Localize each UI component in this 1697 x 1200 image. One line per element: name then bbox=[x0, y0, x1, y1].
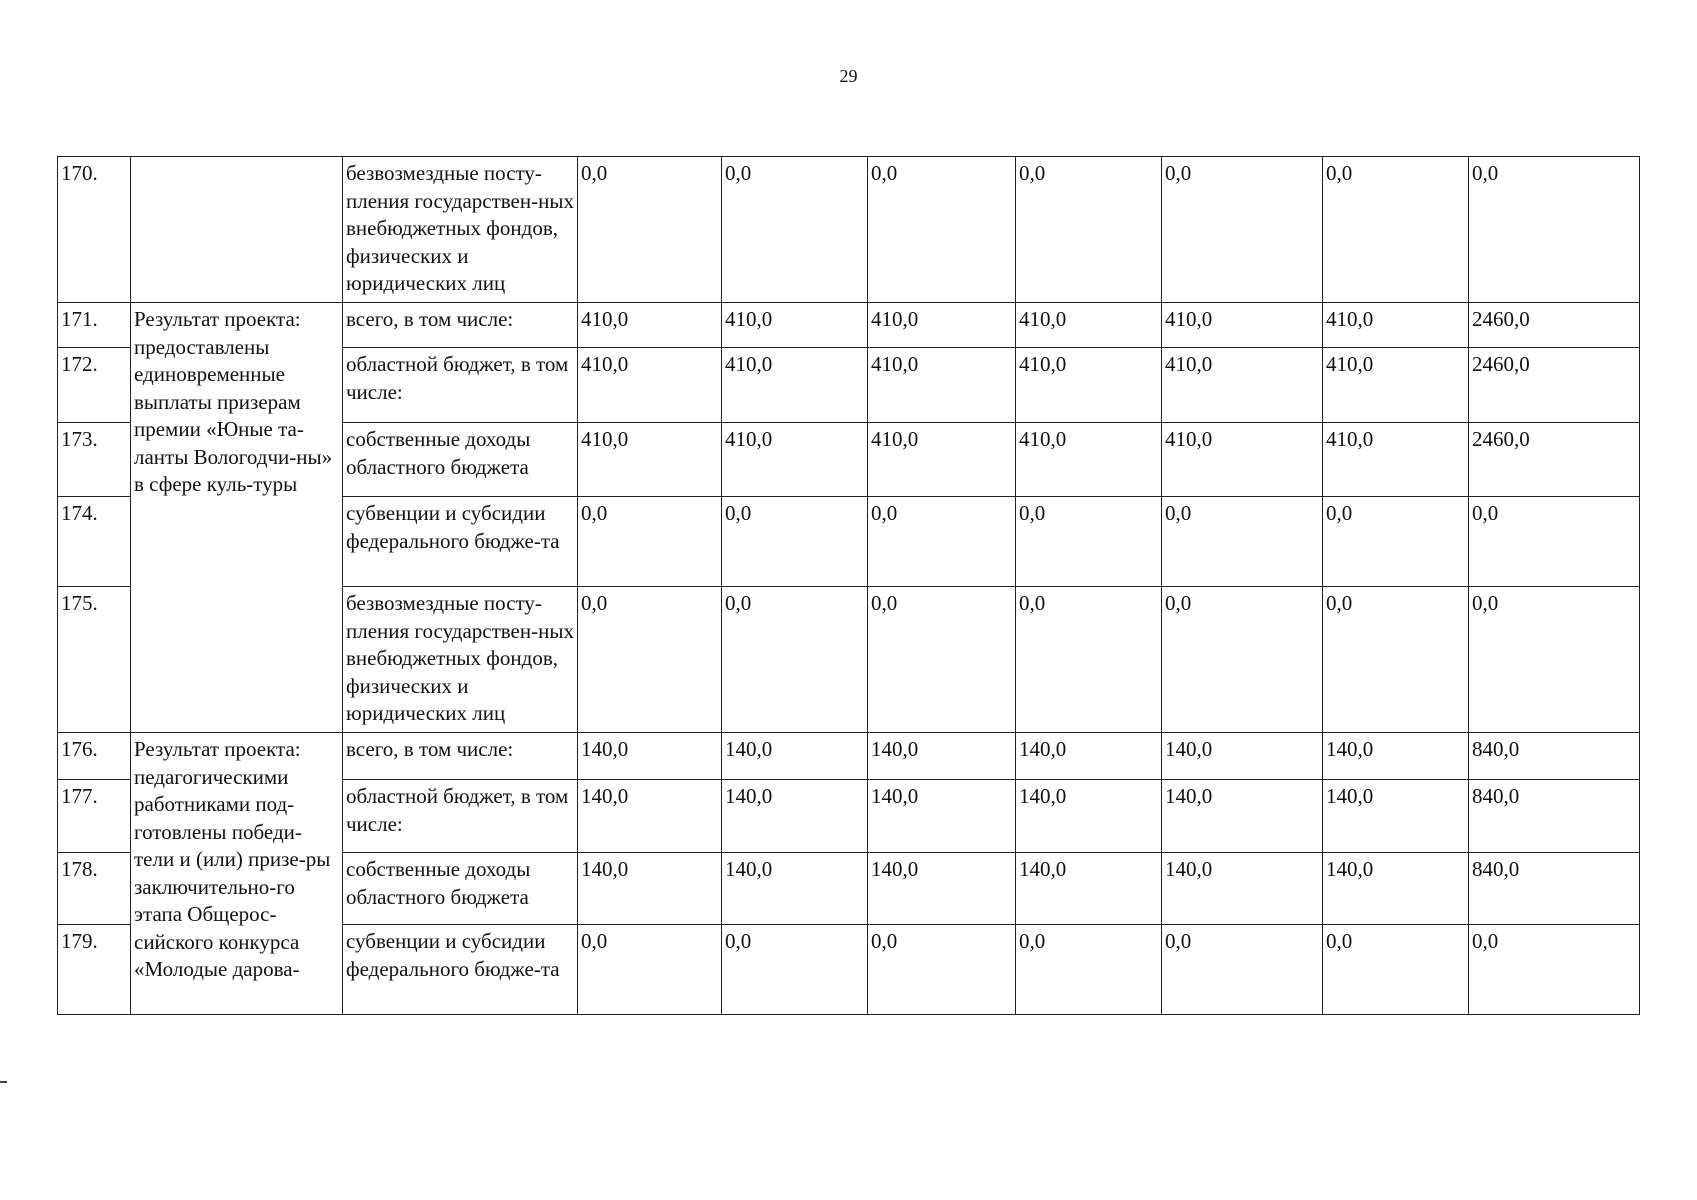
value-cell: 0,0 bbox=[1323, 497, 1469, 587]
value-cell: 0,0 bbox=[1162, 157, 1323, 303]
value-cell: 410,0 bbox=[868, 303, 1016, 348]
budget-table bbox=[57, 156, 1640, 1015]
value-cell: 0,0 bbox=[868, 157, 1016, 303]
total-cell: 840,0 bbox=[1469, 853, 1640, 925]
value-cell: 0,0 bbox=[722, 925, 868, 1015]
value-cell: 0,0 bbox=[722, 157, 868, 303]
value-cell: 0,0 bbox=[1016, 497, 1162, 587]
scan-edge-mark bbox=[0, 1081, 7, 1083]
value-cell: 410,0 bbox=[722, 303, 868, 348]
value-cell: 140,0 bbox=[722, 733, 868, 780]
table-row bbox=[58, 157, 1640, 303]
value-cell: 0,0 bbox=[578, 925, 722, 1015]
value-cell: 140,0 bbox=[868, 733, 1016, 780]
row-number: 176. bbox=[58, 733, 131, 780]
total-cell: 2460,0 bbox=[1469, 423, 1640, 497]
value-cell: 140,0 bbox=[722, 853, 868, 925]
total-cell: 840,0 bbox=[1469, 780, 1640, 853]
value-cell: 0,0 bbox=[1162, 925, 1323, 1015]
funding-source: безвозмездные посту-пления государствен-ных внебюджетных фондов, физических и юридических лиц bbox=[343, 587, 578, 733]
value-cell: 0,0 bbox=[1323, 157, 1469, 303]
value-cell: 140,0 bbox=[868, 780, 1016, 853]
value-cell: 410,0 bbox=[1323, 348, 1469, 423]
value-cell: 410,0 bbox=[578, 348, 722, 423]
value-cell: 0,0 bbox=[578, 587, 722, 733]
value-cell: 410,0 bbox=[1016, 348, 1162, 423]
value-cell: 410,0 bbox=[1016, 303, 1162, 348]
value-cell: 0,0 bbox=[1323, 587, 1469, 733]
project-result-cell: Результат проекта: предоставлены единовременные выплаты призерам премии «Юные та-ланты Вологодчи-ны» в сфере куль-туры bbox=[131, 303, 343, 733]
funding-source: собственные доходы областного бюджета bbox=[343, 853, 578, 925]
page-number: 29 bbox=[839, 66, 858, 86]
funding-source: всего, в том числе: bbox=[343, 303, 578, 348]
value-cell: 0,0 bbox=[1016, 587, 1162, 733]
total-cell: 2460,0 bbox=[1469, 303, 1640, 348]
value-cell: 0,0 bbox=[578, 157, 722, 303]
value-cell: 140,0 bbox=[1162, 733, 1323, 780]
value-cell: 140,0 bbox=[578, 853, 722, 925]
value-cell: 140,0 bbox=[722, 780, 868, 853]
value-cell: 410,0 bbox=[868, 423, 1016, 497]
value-cell: 0,0 bbox=[868, 587, 1016, 733]
value-cell: 0,0 bbox=[722, 587, 868, 733]
value-cell: 410,0 bbox=[1162, 348, 1323, 423]
value-cell: 410,0 bbox=[722, 423, 868, 497]
value-cell: 410,0 bbox=[1323, 423, 1469, 497]
value-cell: 0,0 bbox=[1016, 925, 1162, 1015]
value-cell: 410,0 bbox=[1162, 303, 1323, 348]
value-cell: 0,0 bbox=[1162, 587, 1323, 733]
row-number: 175. bbox=[58, 587, 131, 733]
value-cell: 410,0 bbox=[1323, 303, 1469, 348]
row-number: 173. bbox=[58, 423, 131, 497]
value-cell: 0,0 bbox=[1016, 157, 1162, 303]
funding-source: собственные доходы областного бюджета bbox=[343, 423, 578, 497]
value-cell: 0,0 bbox=[578, 497, 722, 587]
funding-source: областной бюджет, в том числе: bbox=[343, 348, 578, 423]
funding-source: областной бюджет, в том числе: bbox=[343, 780, 578, 853]
row-number: 172. bbox=[58, 348, 131, 423]
funding-source: субвенции и субсидии федерального бюдже-та bbox=[343, 925, 578, 1015]
value-cell: 0,0 bbox=[1162, 497, 1323, 587]
value-cell: 140,0 bbox=[1016, 780, 1162, 853]
total-cell: 0,0 bbox=[1469, 587, 1640, 733]
value-cell: 410,0 bbox=[578, 423, 722, 497]
value-cell: 140,0 bbox=[1162, 853, 1323, 925]
project-result-cell: Результат проекта: педагогическими работниками под-готовлены победи-тели и (или) призе-ры заключительно-го этапа Общерос-сийского конкурса «Молодые дарова- bbox=[131, 733, 343, 1015]
row-number: 170. bbox=[58, 157, 131, 303]
total-cell: 0,0 bbox=[1469, 157, 1640, 303]
total-cell: 0,0 bbox=[1469, 925, 1640, 1015]
row-number: 179. bbox=[58, 925, 131, 1015]
table-row bbox=[58, 733, 1640, 780]
row-number: 177. bbox=[58, 780, 131, 853]
value-cell: 410,0 bbox=[868, 348, 1016, 423]
value-cell: 410,0 bbox=[1162, 423, 1323, 497]
value-cell: 0,0 bbox=[1323, 925, 1469, 1015]
value-cell: 140,0 bbox=[578, 780, 722, 853]
value-cell: 410,0 bbox=[722, 348, 868, 423]
value-cell: 0,0 bbox=[868, 497, 1016, 587]
value-cell: 140,0 bbox=[578, 733, 722, 780]
funding-source: всего, в том числе: bbox=[343, 733, 578, 780]
row-number: 178. bbox=[58, 853, 131, 925]
result-cell-empty bbox=[131, 157, 343, 303]
total-cell: 0,0 bbox=[1469, 497, 1640, 587]
value-cell: 140,0 bbox=[1323, 853, 1469, 925]
value-cell: 140,0 bbox=[1016, 733, 1162, 780]
value-cell: 140,0 bbox=[1323, 780, 1469, 853]
value-cell: 0,0 bbox=[722, 497, 868, 587]
value-cell: 140,0 bbox=[1323, 733, 1469, 780]
value-cell: 410,0 bbox=[1016, 423, 1162, 497]
value-cell: 410,0 bbox=[578, 303, 722, 348]
table-row bbox=[58, 303, 1640, 348]
value-cell: 140,0 bbox=[1162, 780, 1323, 853]
total-cell: 2460,0 bbox=[1469, 348, 1640, 423]
funding-source: субвенции и субсидии федерального бюдже-та bbox=[343, 497, 578, 587]
row-number: 174. bbox=[58, 497, 131, 587]
total-cell: 840,0 bbox=[1469, 733, 1640, 780]
row-number: 171. bbox=[58, 303, 131, 348]
funding-source: безвозмездные посту-пления государствен-ных внебюджетных фондов, физических и юридических лиц bbox=[343, 157, 578, 303]
value-cell: 140,0 bbox=[1016, 853, 1162, 925]
value-cell: 0,0 bbox=[868, 925, 1016, 1015]
value-cell: 140,0 bbox=[868, 853, 1016, 925]
